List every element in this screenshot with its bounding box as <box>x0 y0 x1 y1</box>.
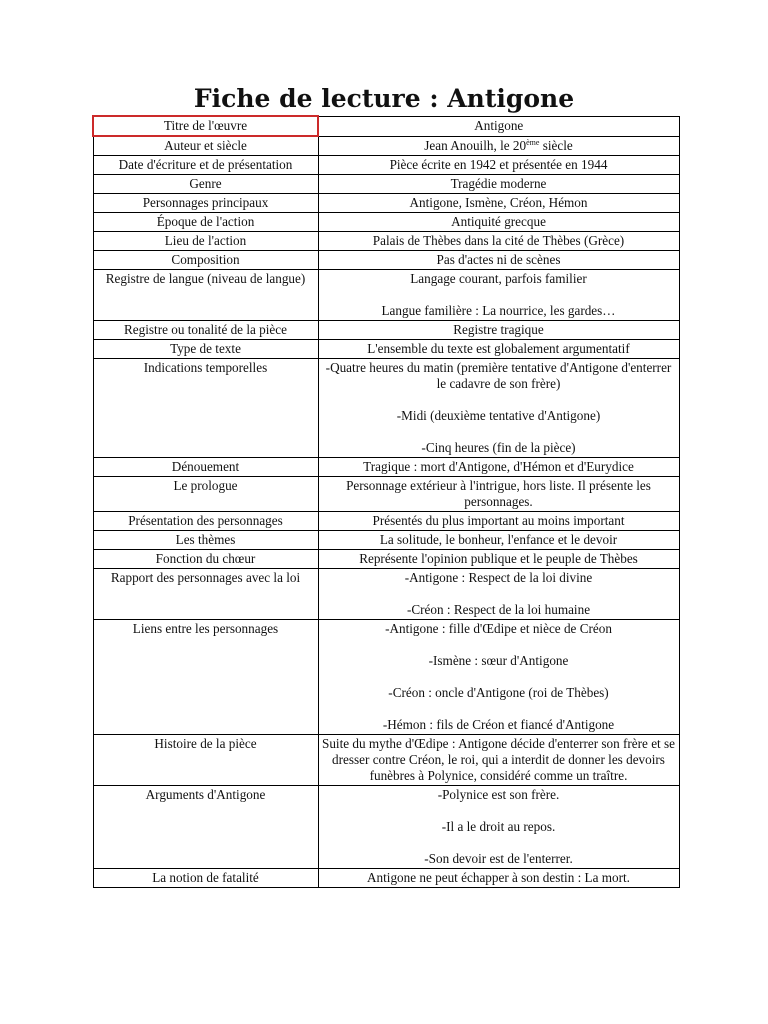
row-value: Antigone ne peut échapper à son destin : La mort. <box>318 869 679 888</box>
paragraph: -Son devoir est de l'enterrer. <box>424 851 573 866</box>
row-value: Représente l'opinion publique et le peuple de Thèbes <box>318 550 679 569</box>
table-row <box>93 735 679 786</box>
table-row <box>93 156 679 175</box>
paragraph-gap <box>322 669 676 685</box>
row-label: Liens entre les personnages <box>93 620 318 735</box>
paragraph: -Créon : Respect de la loi humaine <box>406 602 591 617</box>
row-label: Les thèmes <box>93 531 318 550</box>
row-label: La notion de fatalité <box>93 869 318 888</box>
paragraph-gap <box>322 835 676 851</box>
row-value: Suite du mythe d'Œdipe : Antigone décide d'enterrer son frère et se dresser contre Créon, le roi, qui a interdit de donner les devoirs funèbres à Polynice, considéré comme un traître. <box>318 735 679 786</box>
table-row <box>93 869 679 888</box>
paragraph: Langage courant, parfois familier <box>410 271 587 286</box>
row-label: Arguments d'Antigone <box>93 786 318 869</box>
paragraph: -Antigone : fille d'Œdipe et nièce de Créon <box>385 621 612 636</box>
table-row <box>93 359 679 458</box>
row-label[interactable]: Titre de l'œuvre <box>93 116 318 136</box>
paragraph: Langue familière : La nourrice, les gardes… <box>381 303 616 318</box>
row-value <box>318 569 679 620</box>
row-label: Registre ou tonalité de la pièce <box>93 321 318 340</box>
row-value: Tragique : mort d'Antigone, d'Hémon et d'Eurydice <box>318 458 679 477</box>
table-row <box>93 251 679 270</box>
table-row <box>93 458 679 477</box>
row-value <box>318 620 679 735</box>
paragraph-gap <box>322 637 676 653</box>
table-row <box>93 213 679 232</box>
paragraph: -Il a le droit au repos. <box>441 819 556 834</box>
table-row <box>93 531 679 550</box>
table-row <box>93 620 679 735</box>
paragraph-gap <box>322 701 676 717</box>
row-value: Antiquité grecque <box>318 213 679 232</box>
row-label: Type de texte <box>93 340 318 359</box>
paragraph: -Créon : oncle d'Antigone (roi de Thèbes) <box>388 685 609 700</box>
row-label: Présentation des personnages <box>93 512 318 531</box>
row-value: Antigone, Ismène, Créon, Hémon <box>318 194 679 213</box>
row-value: La solitude, le bonheur, l'enfance et le devoir <box>318 531 679 550</box>
row-value: Personnage extérieur à l'intrigue, hors liste. Il présente les personnages. <box>318 477 679 512</box>
table-row <box>93 512 679 531</box>
row-value: Pièce écrite en 1942 et présentée en 1944 <box>318 156 679 175</box>
row-value: Présentés du plus important au moins important <box>318 512 679 531</box>
row-value: Pas d'actes ni de scènes <box>318 251 679 270</box>
row-label: Auteur et siècle <box>93 136 318 156</box>
paragraph: -Midi (deuxième tentative d'Antigone) <box>396 408 601 423</box>
row-value: Registre tragique <box>318 321 679 340</box>
paragraph: -Ismène : sœur d'Antigone <box>428 653 569 668</box>
table-row <box>93 116 679 136</box>
row-label: Genre <box>93 175 318 194</box>
row-value: L'ensemble du texte est globalement argumentatif <box>318 340 679 359</box>
row-value <box>318 136 679 156</box>
table-row <box>93 477 679 512</box>
row-value: Palais de Thèbes dans la cité de Thèbes (Grèce) <box>318 232 679 251</box>
paragraph-gap <box>322 287 676 303</box>
row-label: Histoire de la pièce <box>93 735 318 786</box>
table-row <box>93 175 679 194</box>
paragraph-gap <box>322 586 676 602</box>
row-label: Personnages principaux <box>93 194 318 213</box>
table-row <box>93 340 679 359</box>
row-label: Registre de langue (niveau de langue) <box>93 270 318 321</box>
paragraph-gap <box>322 424 676 440</box>
row-value: Tragédie moderne <box>318 175 679 194</box>
row-label: Fonction du chœur <box>93 550 318 569</box>
table-row <box>93 232 679 251</box>
table-row <box>93 786 679 869</box>
row-value <box>318 270 679 321</box>
table-row <box>93 136 679 156</box>
paragraph: -Quatre heures du matin (première tentative d'Antigone d'enterrer le cadavre de son frère) <box>325 360 672 391</box>
row-label: Indications temporelles <box>93 359 318 458</box>
reading-sheet-table <box>92 115 680 888</box>
value-text: Jean Anouilh, le 20 <box>424 137 527 153</box>
row-label: Dénouement <box>93 458 318 477</box>
paragraph-gap <box>322 392 676 408</box>
paragraph: -Antigone : Respect de la loi divine <box>404 570 593 585</box>
row-label: Époque de l'action <box>93 213 318 232</box>
value-text: siècle <box>539 137 573 153</box>
table-row <box>93 194 679 213</box>
row-label: Rapport des personnages avec la loi <box>93 569 318 620</box>
table-row <box>93 569 679 620</box>
row-label: Le prologue <box>93 477 318 512</box>
row-value <box>318 359 679 458</box>
row-label: Composition <box>93 251 318 270</box>
table-row <box>93 270 679 321</box>
row-value: Antigone <box>318 116 679 136</box>
paragraph: -Cinq heures (fin de la pièce) <box>421 440 576 455</box>
table-row <box>93 321 679 340</box>
superscript: ème <box>526 137 540 147</box>
paragraph: -Hémon : fils de Créon et fiancé d'Antigone <box>382 717 615 732</box>
row-value <box>318 786 679 869</box>
page-title: Fiche de lecture : Antigone <box>193 84 575 113</box>
row-label: Lieu de l'action <box>93 232 318 251</box>
paragraph: -Polynice est son frère. <box>437 787 560 802</box>
paragraph-gap <box>322 803 676 819</box>
table-row <box>93 550 679 569</box>
row-label: Date d'écriture et de présentation <box>93 156 318 175</box>
